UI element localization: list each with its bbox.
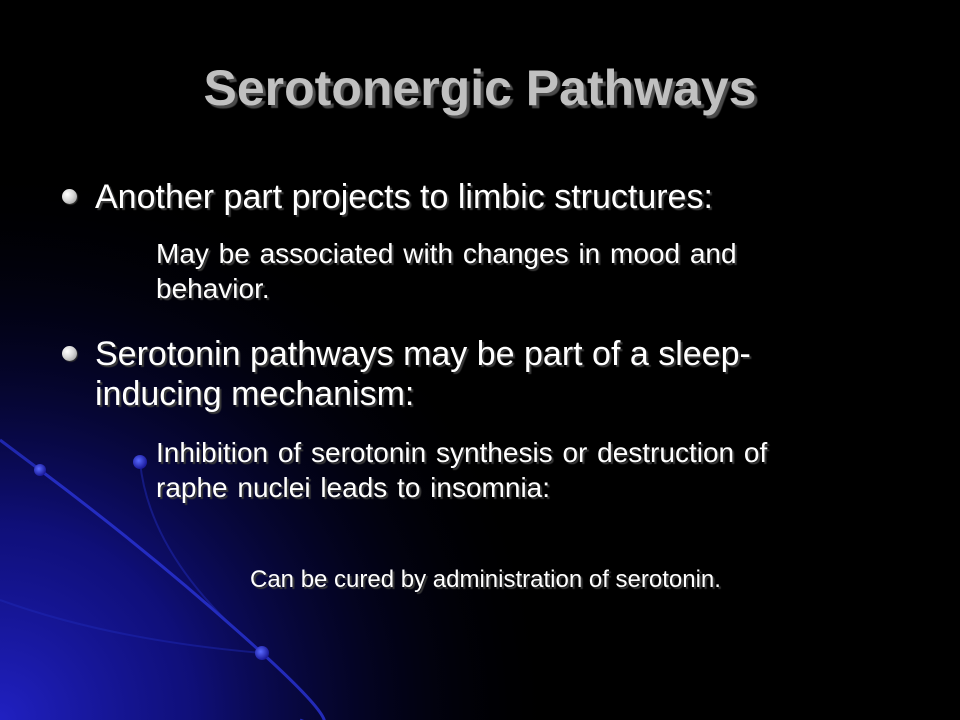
bullet-detail: May be associated with changes in mood and behavior.: [156, 238, 737, 304]
bullet-item: [62, 177, 902, 217]
sphere-bullet-icon: [62, 189, 77, 204]
decor-node: [34, 464, 46, 476]
bullet-text: Another part projects to limbic structures:: [95, 178, 713, 216]
bullet-detail: Inhibition of serotonin synthesis or destruction of raphe nuclei leads to insomnia:: [156, 437, 768, 503]
bullet-item: [62, 334, 902, 414]
decor-node: [133, 455, 147, 469]
sphere-bullet-icon: [62, 346, 77, 361]
slide-title: Serotonergic Pathways: [203, 60, 757, 116]
decor-node: [255, 646, 269, 660]
bullet-subdetail: Can be cured by administration of serotonin.: [250, 566, 721, 593]
bullet-text: Serotonin pathways may be part of a sleep-inducing mechanism:: [95, 335, 751, 413]
